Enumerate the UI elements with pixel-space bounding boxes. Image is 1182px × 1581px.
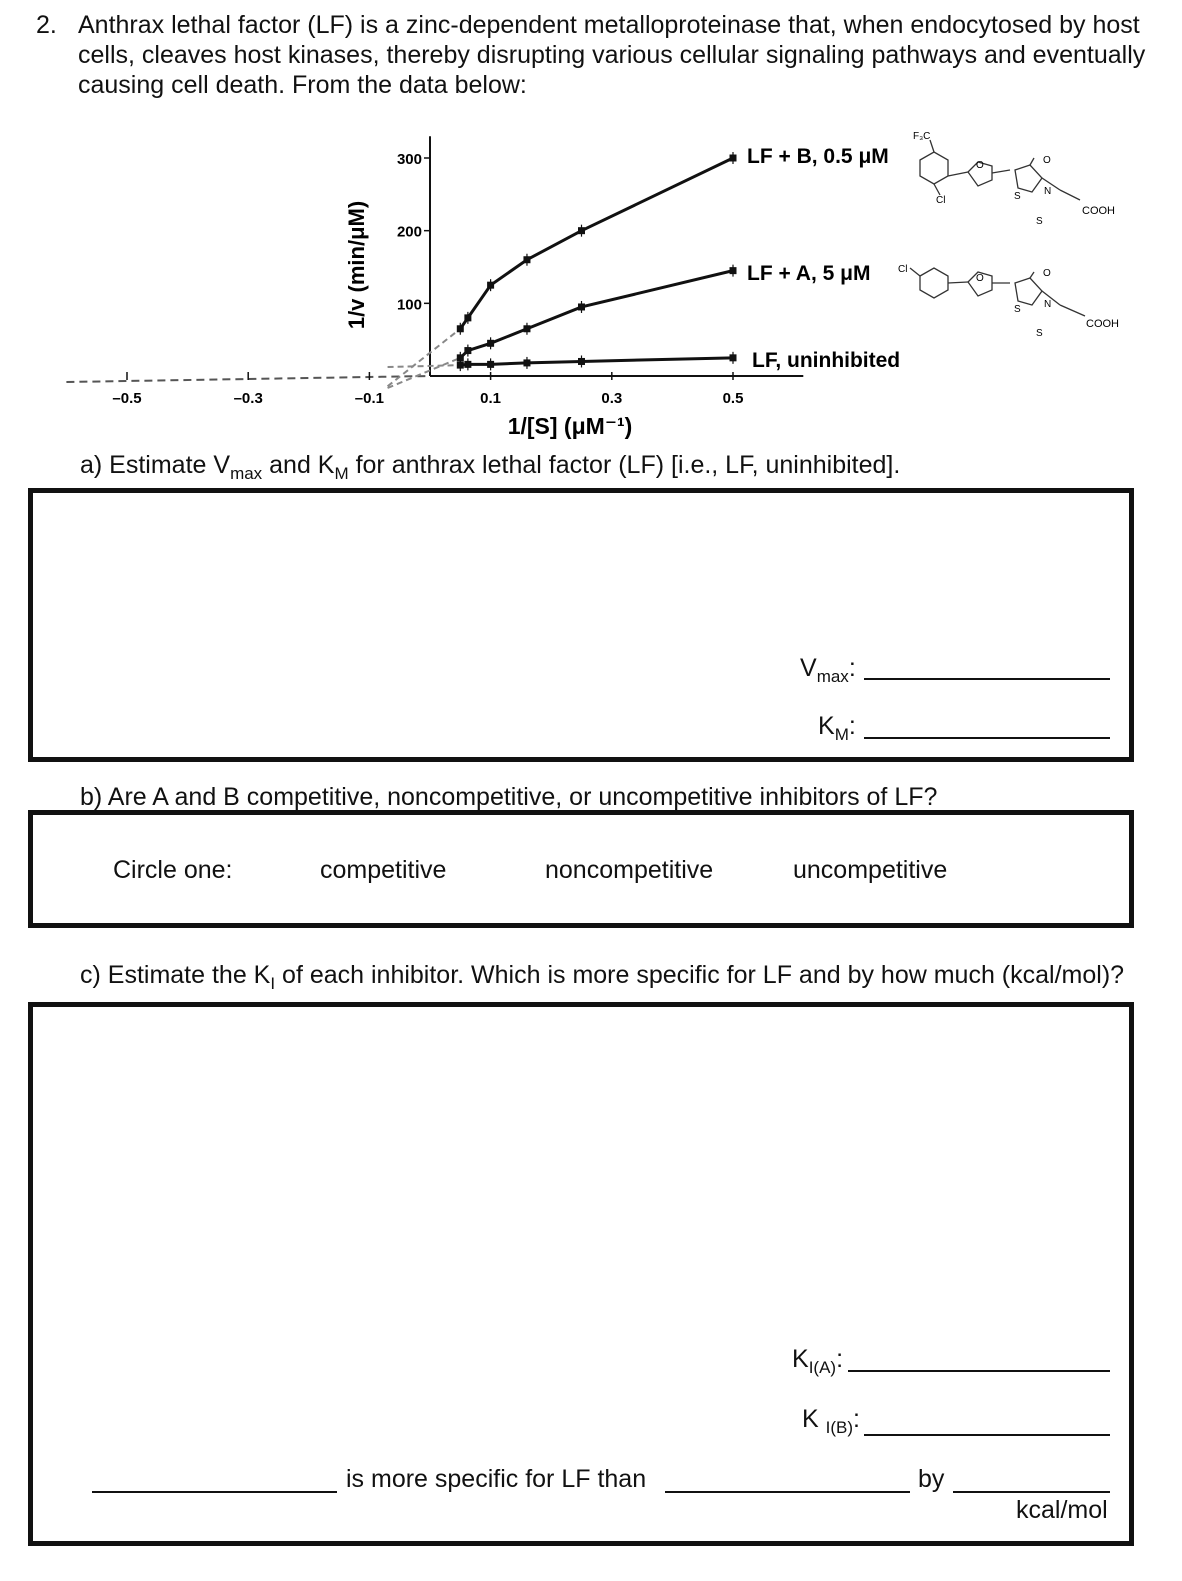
x-tick-label: 0.1 (480, 390, 502, 407)
data-point (523, 256, 530, 263)
x-axis-label: 1/[S] (μM⁻¹) (507, 413, 633, 439)
data-point (464, 361, 471, 368)
data-point (464, 347, 471, 354)
km-answer-line[interactable] (864, 737, 1110, 739)
data-point (578, 227, 585, 234)
structure-a-group-3: S (1014, 304, 1021, 315)
inhibitor-b-structure-icon (920, 140, 1080, 200)
x-tick-label: –0.1 (354, 390, 385, 407)
question-text: Anthrax lethal factor (LF) is a zinc-dependent metalloproteinase that, when endocytosed by host cells, cleaves host kinases, thereby disrupting various cellular signaling pathways and eventually causing cell death. From the data below: (78, 11, 1146, 99)
structure-b-group-6: S (1036, 216, 1043, 227)
y-tick-label: 100 (396, 296, 422, 314)
structure-a-group-5: S (1036, 328, 1043, 339)
data-point (578, 358, 585, 365)
option-uncompetitive[interactable]: uncompetitive (793, 856, 948, 884)
series-extrapolation (388, 329, 461, 387)
data-point (523, 359, 530, 366)
series-line (460, 271, 733, 358)
circle-one-label: Circle one: (113, 856, 233, 884)
series-extrapolation (388, 365, 461, 367)
data-point (487, 340, 494, 347)
ki-b-answer-line[interactable] (864, 1434, 1110, 1436)
y-axis-label: 1/v (min/μM) (344, 200, 369, 330)
data-point (457, 325, 464, 332)
structure-a-group-0: Cl (898, 264, 908, 275)
structure-b-group-3: O (1043, 155, 1051, 166)
inhibitor-a-structure-icon (910, 268, 1085, 316)
structure-a-group-1: O (976, 273, 984, 284)
structure-a-group-6: COOH (1086, 318, 1119, 330)
series-label-uninhibited: LF, uninhibited (752, 349, 901, 372)
ki-a-answer-line[interactable] (848, 1370, 1110, 1372)
lineweaver-burk-chart (0, 110, 1182, 450)
structure-b-group-7: COOH (1082, 205, 1115, 217)
data-point (730, 267, 737, 274)
structure-a-group-4: N (1044, 299, 1052, 310)
energy-difference-line[interactable] (953, 1491, 1110, 1493)
y-tick-label: 200 (396, 223, 422, 241)
part-a-answer-box[interactable] (28, 488, 1134, 762)
part-b-prompt: b) Are A and B competitive, noncompetitive, or uncompetitive inhibitors of LF? (80, 783, 938, 811)
kcal-per-mol-unit: kcal/mol (1016, 1496, 1108, 1524)
x-tick-label: 0.5 (722, 390, 744, 407)
structure-b-group-5: N (1044, 186, 1052, 197)
structure-b-group-0: F₃C (913, 131, 931, 142)
ki-a-label: $K_{I(A)}$: (792, 1345, 844, 1377)
data-point (730, 354, 737, 361)
structure-b-group-1: Cl (936, 195, 946, 206)
series-line (460, 358, 733, 365)
more-specific-text: is more specific for LF than (346, 1465, 647, 1493)
series-label-b: LF + B, 0.5 μM (747, 145, 889, 168)
data-point (523, 325, 530, 332)
y-tick-label: 300 (396, 151, 422, 168)
series-label-a: LF + A, 5 μM (747, 262, 871, 285)
x-tick-label: 0.3 (601, 390, 623, 407)
x-tick-label: –0.3 (233, 390, 263, 407)
more-specific-inhibitor-line[interactable] (92, 1491, 337, 1493)
option-noncompetitive[interactable]: noncompetitive (545, 856, 714, 884)
option-competitive[interactable]: competitive (320, 856, 447, 884)
data-point (487, 282, 494, 289)
less-specific-inhibitor-line[interactable] (665, 1491, 910, 1493)
structure-b-group-4: S (1014, 191, 1021, 202)
structure-b-group-2: O (976, 160, 984, 171)
by-text: by (918, 1465, 945, 1493)
data-point (464, 314, 471, 321)
vmax-answer-line[interactable] (864, 678, 1110, 680)
structure-a-group-2: O (1043, 268, 1051, 279)
question-intro (36, 10, 1156, 100)
km-label: $K_M$: (818, 712, 856, 744)
question-number: 2. (36, 11, 57, 39)
part-c-prompt: c) Estimate the $K_I$ of each inhibitor. Which is more specific for LF and by how much (kcal/mol)? (80, 961, 1125, 993)
data-point (457, 362, 464, 369)
series-extrapolation (388, 358, 461, 388)
data-point (578, 303, 585, 310)
part-a-prompt: a) Estimate $V_{max}$ and $K_M$ for anthrax lethal factor (LF) [i.e., LF, uninhibited]. (80, 451, 901, 483)
vmax-label: $V_{max}$: (800, 654, 856, 686)
data-point (487, 361, 494, 368)
x-tick-label: –0.5 (112, 390, 142, 407)
ki-b-label: K $_{I(B)}$: (802, 1405, 860, 1437)
data-point (730, 155, 737, 162)
